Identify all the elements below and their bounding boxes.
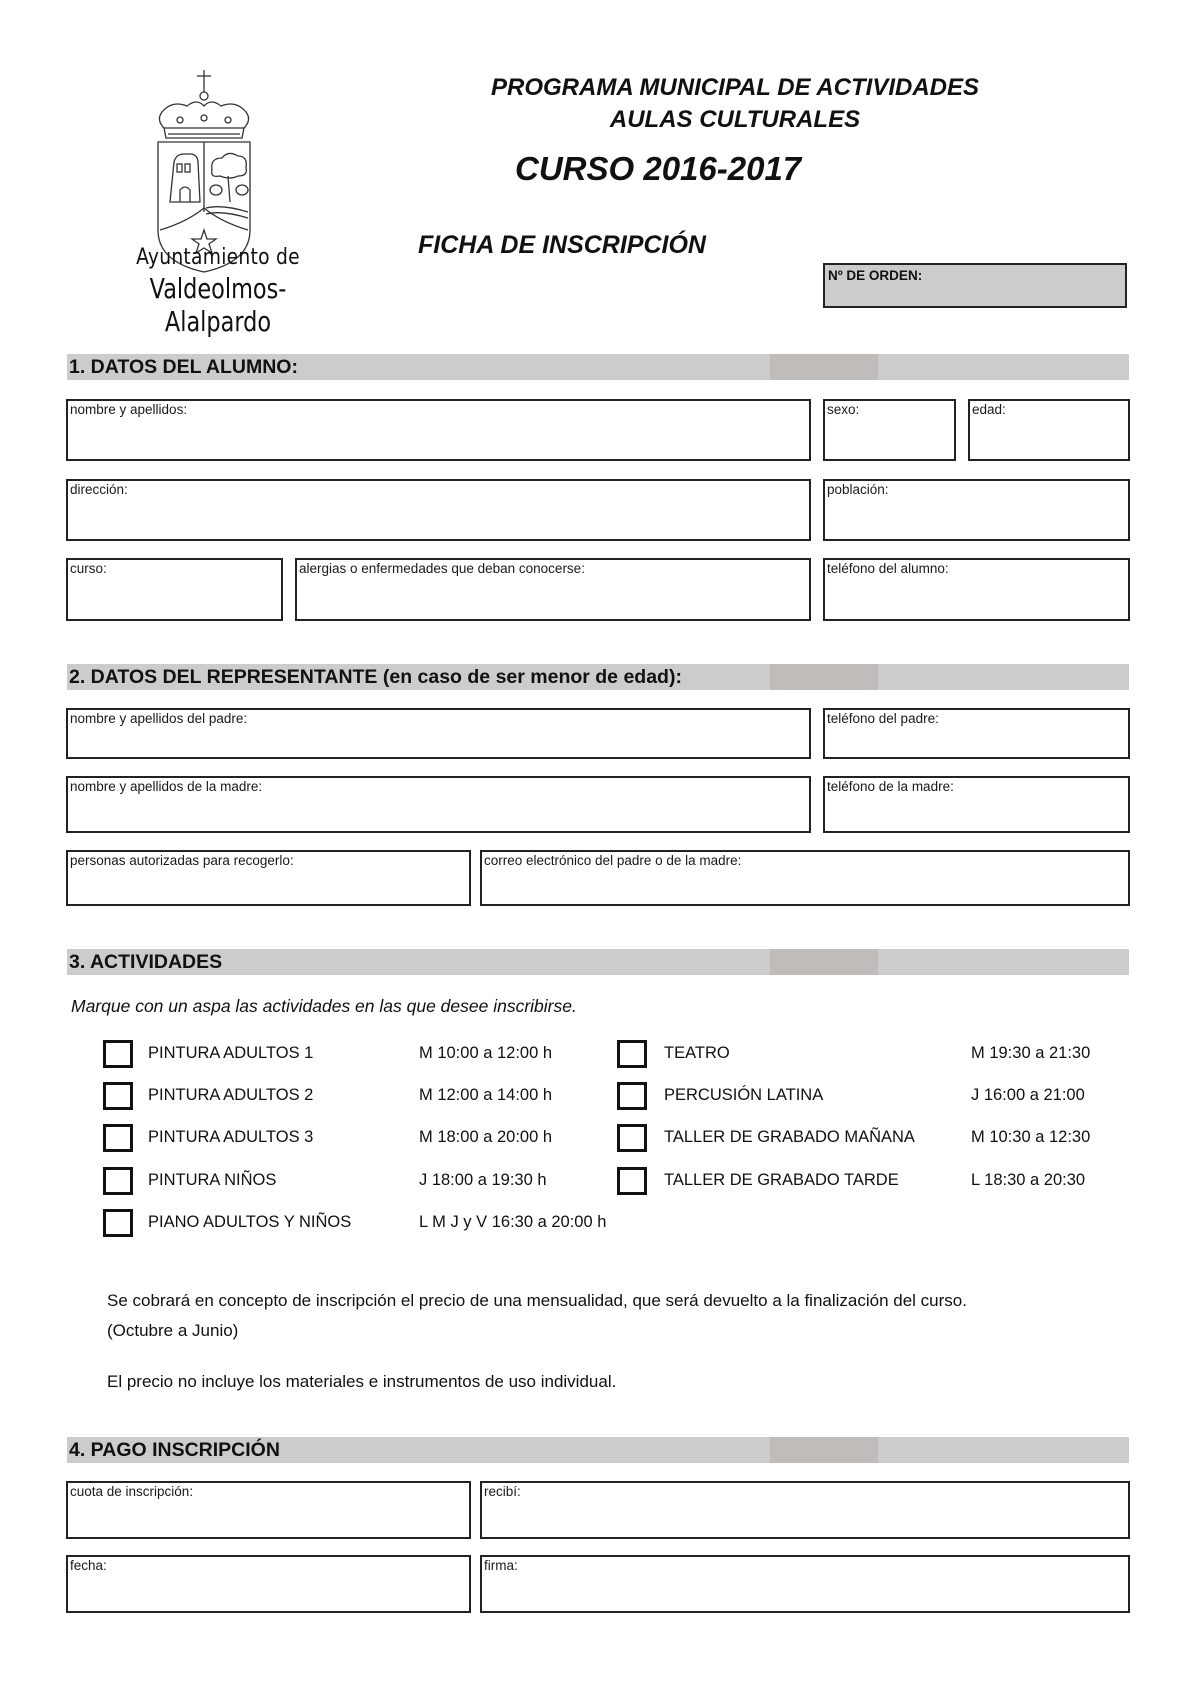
field-direccion[interactable]	[66, 479, 811, 541]
course-title: CURSO 2016-2017	[515, 150, 802, 187]
activity-schedule: M 12:00 a 14:00 h	[419, 1086, 553, 1104]
field-edad[interactable]	[968, 399, 1130, 461]
field-madre-nombre[interactable]	[66, 776, 811, 833]
logo-caption-line2: Valdeolmos- Alalpardo	[149, 272, 287, 338]
field-label: recibí:	[484, 1484, 521, 1499]
field-sexo[interactable]	[823, 399, 956, 461]
activity-checkbox[interactable]	[103, 1040, 133, 1068]
section-title-actividades: 3. ACTIVIDADES	[69, 951, 223, 973]
section-bar-alumno	[67, 354, 1129, 380]
tree	[212, 153, 247, 178]
field-padre-telefono[interactable]	[823, 708, 1130, 759]
form-title: FICHA DE INSCRIPCIÓN	[418, 231, 706, 259]
section-bar-pago	[67, 1437, 1129, 1463]
activity-checkbox[interactable]	[103, 1209, 133, 1237]
activity-schedule: M 10:30 a 12:30	[971, 1128, 1091, 1146]
activity-name: PIANO ADULTOS Y NIÑOS	[148, 1213, 352, 1231]
section-bar-accent	[770, 354, 878, 380]
activity-name: TALLER DE GRABADO TARDE	[664, 1171, 899, 1189]
activity-checkbox[interactable]	[103, 1082, 133, 1110]
activity-name: PINTURA ADULTOS 2	[148, 1086, 314, 1104]
section-title-alumno: 1. DATOS DEL ALUMNO:	[69, 356, 298, 378]
field-firma[interactable]	[480, 1555, 1130, 1613]
field-recibi[interactable]	[480, 1481, 1130, 1539]
section-bar-accent	[770, 949, 878, 975]
field-label: edad:	[972, 402, 1006, 417]
activity-schedule: M 10:00 a 12:00 h	[419, 1044, 553, 1062]
field-label: cuota de inscripción:	[70, 1484, 194, 1499]
activity-name: PINTURA ADULTOS 3	[148, 1128, 314, 1146]
section-bar-actividades	[67, 949, 1129, 975]
activity-checkbox[interactable]	[103, 1124, 133, 1152]
program-title: PROGRAMA MUNICIPAL DE ACTIVIDADES	[490, 74, 979, 101]
activity-schedule: L 18:30 a 20:30	[971, 1171, 1086, 1189]
activity-checkbox[interactable]	[617, 1082, 647, 1110]
section-bar-accent	[770, 664, 878, 690]
field-telefono-alumno[interactable]	[823, 558, 1130, 621]
field-autorizados[interactable]	[66, 850, 471, 906]
field-fecha[interactable]	[66, 1555, 471, 1613]
program-subtitle: AULAS CULTURALES	[609, 106, 861, 133]
field-label: curso:	[70, 561, 107, 576]
field-cuota[interactable]	[66, 1481, 471, 1539]
field-label: teléfono del padre:	[827, 711, 939, 726]
fee-period-note: (Octubre a Junio)	[107, 1321, 239, 1340]
activity-name: PINTURA ADULTOS 1	[148, 1044, 314, 1062]
activity-checkbox[interactable]	[617, 1040, 647, 1068]
activity-schedule: M 18:00 a 20:00 h	[419, 1128, 553, 1146]
field-label: correo electrónico del padre o de la madre:	[484, 853, 742, 868]
field-label: nombre y apellidos del padre:	[70, 711, 248, 726]
fee-note: Se cobrará en concepto de inscripción el precio de una mensualidad, que será devuelto a la finalización del curso.	[107, 1291, 967, 1310]
activity-schedule: L M J y V 16:30 a 20:00 h	[419, 1213, 607, 1231]
field-correo[interactable]	[480, 850, 1130, 906]
logo-caption-line1: Ayuntamiento de	[136, 245, 300, 270]
activity-schedule: J 16:00 a 21:00	[971, 1086, 1085, 1104]
section-bar-accent	[770, 1437, 878, 1463]
activity-name: PINTURA NIÑOS	[148, 1171, 277, 1189]
activity-schedule: M 19:30 a 21:30	[971, 1044, 1091, 1062]
materials-note: El precio no incluye los materiales e instrumentos de uso individual.	[107, 1372, 617, 1391]
section-bar-representante	[67, 664, 1129, 690]
activity-name: TALLER DE GRABADO MAÑANA	[664, 1128, 915, 1146]
field-poblacion[interactable]	[823, 479, 1130, 541]
field-padre-nombre[interactable]	[66, 708, 811, 759]
field-label: teléfono del alumno:	[827, 561, 949, 576]
field-label: teléfono de la madre:	[827, 779, 954, 794]
section-title-pago: 4. PAGO INSCRIPCIÓN	[69, 1439, 280, 1461]
field-label: fecha:	[70, 1558, 107, 1573]
field-alergias[interactable]	[295, 558, 811, 621]
field-label: firma:	[484, 1558, 518, 1573]
activity-name: PERCUSIÓN LATINA	[664, 1086, 824, 1104]
section-title-representante: 2. DATOS DEL REPRESENTANTE (en caso de ser menor de edad):	[69, 666, 682, 688]
order-number-field[interactable]	[823, 263, 1127, 308]
field-madre-telefono[interactable]	[823, 776, 1130, 833]
field-label: nombre y apellidos:	[70, 402, 188, 417]
activities-instruction: Marque con un aspa las actividades en las que desee inscribirse.	[71, 996, 577, 1016]
tower	[170, 154, 200, 202]
field-label: dirección:	[70, 482, 128, 497]
order-number-label: Nº DE ORDEN:	[828, 268, 923, 283]
activity-schedule: J 18:00 a 19:30 h	[419, 1171, 547, 1189]
field-label: sexo:	[827, 402, 860, 417]
field-label: nombre y apellidos de la madre:	[70, 779, 263, 794]
field-nombre[interactable]	[66, 399, 811, 461]
field-label: personas autorizadas para recogerlo:	[70, 853, 294, 868]
activity-checkbox[interactable]	[617, 1167, 647, 1195]
field-label: población:	[827, 482, 889, 497]
field-label: alergias o enfermedades que deban conocerse:	[299, 561, 585, 576]
activity-checkbox[interactable]	[103, 1167, 133, 1195]
activity-checkbox[interactable]	[617, 1124, 647, 1152]
field-curso[interactable]	[66, 558, 283, 621]
activity-name: TEATRO	[664, 1044, 730, 1062]
